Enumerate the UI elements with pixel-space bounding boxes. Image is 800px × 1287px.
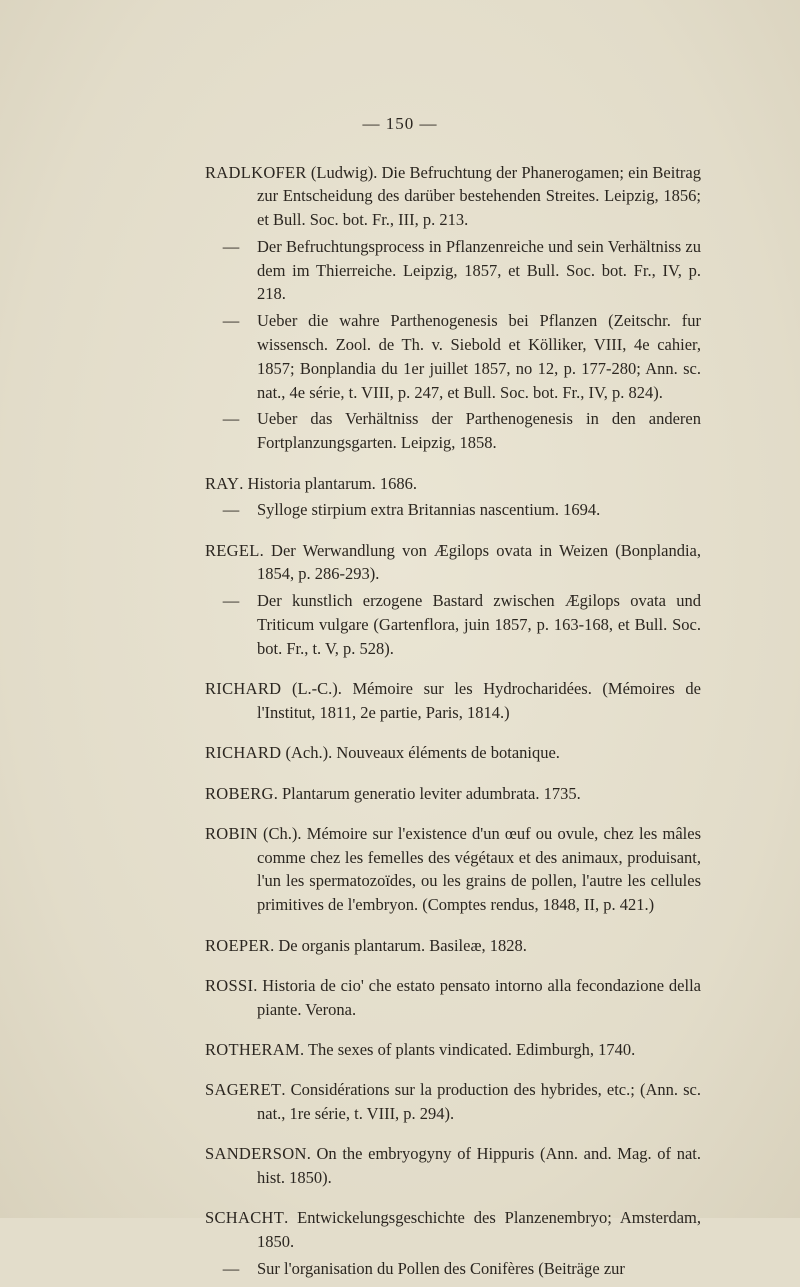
entry-text: (L.-C.). Mémoire sur les Hydrocharidées. (Mémoires de l'Institut, 1811, 2e partie, Paris, 1814.) xyxy=(257,679,701,722)
bibliography-entry xyxy=(205,1206,701,1254)
entry-author: SANDERSON xyxy=(205,1144,307,1164)
entry-text: . Historia plantarum. 1686. xyxy=(239,473,418,493)
entry-text: Sur l'organisation du Pollen des Conifères (Beiträge zur xyxy=(257,1258,625,1278)
entry-author: RAY xyxy=(205,473,240,493)
bibliography-entry xyxy=(205,1142,701,1190)
entry-text: Ueber die wahre Parthenogenesis bei Pflanzen (Zeitschr. fur wissensch. Zool. de Th. v. Siebold et Kölliker, VIII, 4e cahier, 1857; Bonplandia du 1er juillet 1857, no 12, p. 177-280; Ann. sc. nat., 4e série, t. VIII, p. 247, et Bull. Soc. bot. Fr., IV, p. 824). xyxy=(257,311,701,402)
bibliography-entry xyxy=(205,822,701,917)
bibliography-list xyxy=(205,144,701,1287)
entry-author: RADLKOFER xyxy=(205,162,307,182)
entry-text: . Historia de cio' che estato pensato intorno alla fecondazione della piante. Verona. xyxy=(253,975,701,1019)
ditto-dash: — xyxy=(222,409,240,429)
bibliography-entry xyxy=(205,309,701,404)
entry-text: . On the embryogyny of Hippuris (Ann. and. Mag. of nat. hist. 1850). xyxy=(257,1144,701,1188)
ditto-dash: — xyxy=(222,500,240,520)
ditto-dash: — xyxy=(222,311,240,331)
entry-text: Ueber das Verhältniss der Parthenogenesis in den anderen Fortplanzungsgarten. Leipzig, 1858. xyxy=(257,409,701,453)
entry-author: RICHARD xyxy=(205,743,282,763)
bibliography-entry xyxy=(205,677,701,725)
entry-text: . Plantarum generatio leviter adumbrata. 1735. xyxy=(273,783,581,803)
bibliography-entry xyxy=(205,782,701,806)
bibliography-entry xyxy=(205,235,701,306)
ditto-dash: — xyxy=(222,1258,240,1278)
entry-text: . Considérations sur la production des hybrides, etc.; (Ann. sc. nat., 1re série, t. VIII, p. 294). xyxy=(257,1080,701,1123)
entry-text: Der Befruchtungsprocess in Pflanzenreiche und sein Verhältniss zu dem im Thierreiche. Leipzig, 1857, et Bull. Soc. bot. Fr., IV, p. 218. xyxy=(257,236,701,304)
entry-author: ROEPER xyxy=(205,935,271,955)
ditto-dash: — xyxy=(222,591,240,611)
entry-author: RICHARD xyxy=(205,679,282,699)
ditto-dash: — xyxy=(222,236,240,256)
entry-author: ROBERG xyxy=(205,783,274,803)
entry-text: . Der Werwandlung von Ægilops ovata in Weizen (Bonplandia, 1854, p. 286-293). xyxy=(257,540,701,584)
entry-author: SAGERET xyxy=(205,1080,282,1100)
entry-author: SCHACHT xyxy=(205,1208,285,1228)
bibliography-entry xyxy=(205,589,701,660)
bibliography-entry xyxy=(205,741,701,765)
entry-text: (Ach.). Nouveaux éléments de botanique. xyxy=(281,743,560,763)
bibliography-entry xyxy=(205,934,701,958)
bibliography-entry xyxy=(205,498,701,522)
entry-text: (Ludwig). Die Befruchtung der Phanerogamen; ein Beitrag zur Entscheidung des darüber bestehenden Streites. Leipzig, 1856; et Bull. Soc. bot. Fr., III, p. 213. xyxy=(257,162,701,230)
bibliography-entry xyxy=(205,1078,701,1126)
bibliography-entry xyxy=(205,1257,701,1281)
bibliography-entry xyxy=(205,472,701,496)
entry-text: Sylloge stirpium extra Britannias nascentium. 1694. xyxy=(257,500,601,520)
bibliography-entry xyxy=(205,1038,701,1062)
entry-text: . The sexes of plants vindicated. Edimburgh, 1740. xyxy=(300,1039,636,1059)
entry-text: . Entwickelungsgeschichte des Planzenembryo; Amsterdam, 1850. xyxy=(257,1208,701,1252)
entry-text: Der kunstlich erzogene Bastard zwischen Ægilops ovata und Triticum vulgare (Gartenflora, juin 1857, p. 163-168, et Bull. Soc. bot. Fr., t. V, p. 528). xyxy=(257,591,701,658)
bibliography-entry xyxy=(205,974,701,1022)
bibliography-entry xyxy=(205,161,701,232)
entry-author: REGEL xyxy=(205,540,260,560)
page-number: — 150 — xyxy=(362,114,438,133)
entry-author: ROBIN xyxy=(205,823,258,843)
entry-author: ROTHERAM xyxy=(205,1039,300,1059)
entry-text: (Ch.). Mémoire sur l'existence d'un œuf ou ovule, chez les mâles comme chez les femelles des végétaux et des animaux, produisant, l'un les spermatozoïdes, ou les grains de pollen, l'autre les cellules primitives de l'embryon. (Comptes rendus, 1848, II, p. 421.) xyxy=(257,823,701,915)
entry-author: ROSSI xyxy=(205,975,254,995)
entry-text: . De organis plantarum. Basileæ, 1828. xyxy=(270,935,527,955)
bibliography-entry xyxy=(205,539,701,587)
bibliography-entry xyxy=(205,407,701,455)
